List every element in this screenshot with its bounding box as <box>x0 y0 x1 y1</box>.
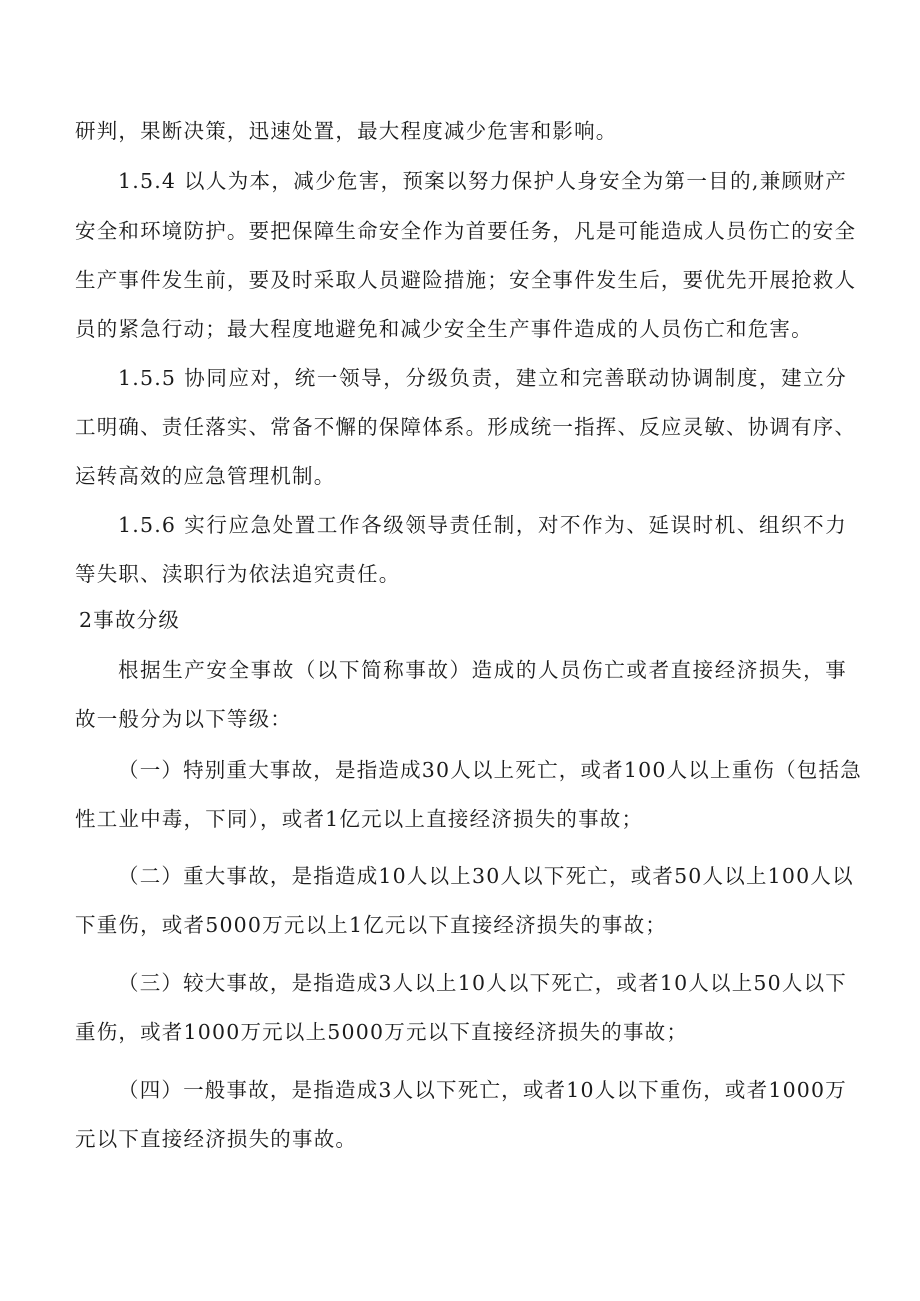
paragraph-1-5-5-line-2: 工明确、责任落实、常备不懈的保障体系。形成统一指挥、反应灵敏、协调有序、 <box>75 415 857 439</box>
level-4-line-2: 元以下直接经济损失的事故。 <box>75 1127 358 1151</box>
level-3-line-1: （三）较大事故，是指造成3人以上10人以下死亡，或者10人以上50人以下 <box>118 971 847 995</box>
paragraph-1-5-3-continuation: 研判，果断决策，迅速处置，最大程度减少危害和影响。 <box>75 119 618 143</box>
level-4-line-1: （四）一般事故，是指造成3人以下死亡，或者10人以下重伤，或者1000万 <box>118 1078 847 1102</box>
level-2-line-1: （二）重大事故，是指造成10人以上30人以下死亡，或者50人以上100人以 <box>118 864 854 888</box>
section-2-intro-line-1: 根据生产安全事故（以下简称事故）造成的人员伤亡或者直接经济损失，事 <box>118 658 847 682</box>
level-2-line-2: 下重伤，或者5000万元以上1亿元以下直接经济损失的事故； <box>75 913 668 937</box>
paragraph-1-5-5-line-1: 1.5.5 协同应对，统一领导，分级负责，建立和完善联动协调制度，建立分 <box>118 366 847 390</box>
paragraph-1-5-4-line-1: 1.5.4 以人为本，减少危害，预案以努力保护人身安全为第一目的,兼顾财产 <box>118 169 847 193</box>
level-3-line-2: 重伤，或者1000万元以上5000万元以下直接经济损失的事故； <box>75 1020 689 1044</box>
paragraph-1-5-5-line-3: 运转高效的应急管理机制。 <box>75 464 336 488</box>
paragraph-1-5-4-line-4: 员的紧急行动；最大程度地避免和减少安全生产事件造成的人员伤亡和危害。 <box>75 317 813 341</box>
paragraph-1-5-4-line-2: 安全和环境防护。要把保障生命安全作为首要任务，凡是可能造成人员伤亡的安全 <box>75 219 857 243</box>
paragraph-1-5-4-line-3: 生产事件发生前，要及时采取人员避险措施；安全事件发生后，要优先开展抢救人 <box>75 268 857 292</box>
level-1-line-1: （一）特别重大事故，是指造成30人以上死亡，或者100人以上重伤（包括急 <box>118 758 862 782</box>
section-2-intro-line-2: 故一般分为以下等级： <box>75 707 292 731</box>
section-2-heading: 2事故分级 <box>79 608 181 632</box>
paragraph-1-5-6-line-2: 等失职、渎职行为依法追究责任。 <box>75 562 401 586</box>
level-1-line-2: 性工业中毒，下同），或者1亿元以上直接经济损失的事故； <box>75 807 644 831</box>
paragraph-1-5-6-line-1: 1.5.6 实行应急处置工作各级领导责任制，对不作为、延误时机、组织不力 <box>118 513 847 537</box>
